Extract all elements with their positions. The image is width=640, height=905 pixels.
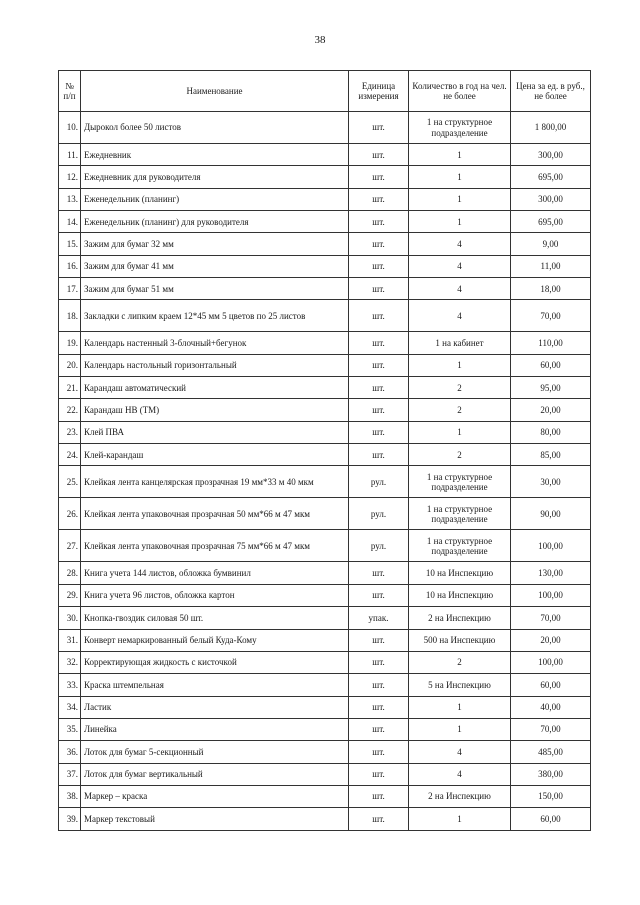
- cell-unit: шт.: [349, 166, 409, 188]
- cell-num: 12.: [59, 166, 81, 188]
- table-row: [59, 377, 591, 399]
- table-row: [59, 808, 591, 830]
- cell-price: 100,00: [511, 530, 591, 562]
- cell-name: Календарь настольный горизонтальный: [81, 354, 349, 376]
- cell-unit: шт.: [349, 808, 409, 830]
- table-row: [59, 166, 591, 188]
- cell-num: 13.: [59, 188, 81, 210]
- cell-qty: 2: [409, 651, 511, 673]
- cell-qty: 1: [409, 808, 511, 830]
- cell-num: 28.: [59, 562, 81, 584]
- cell-name: Клей-карандаш: [81, 444, 349, 466]
- cell-unit: шт.: [349, 763, 409, 785]
- cell-price: 100,00: [511, 584, 591, 606]
- cell-name: Клейкая лента упаковочная прозрачная 50 мм*66 м 47 мкм: [81, 498, 349, 530]
- cell-num: 26.: [59, 498, 81, 530]
- cell-num: 15.: [59, 233, 81, 255]
- cell-num: 17.: [59, 278, 81, 300]
- table-row: [59, 763, 591, 785]
- table-row: [59, 466, 591, 498]
- cell-num: 36.: [59, 741, 81, 763]
- cell-qty: 1: [409, 144, 511, 166]
- cell-num: 11.: [59, 144, 81, 166]
- cell-num: 23.: [59, 421, 81, 443]
- table-row: [59, 562, 591, 584]
- cell-num: 20.: [59, 354, 81, 376]
- cell-num: 33.: [59, 674, 81, 696]
- table-row: [59, 651, 591, 673]
- supplies-table: [58, 70, 591, 831]
- cell-qty: 1 на структурное подразделение: [409, 530, 511, 562]
- cell-name: Карандаш НВ (ТМ): [81, 399, 349, 421]
- cell-unit: шт.: [349, 188, 409, 210]
- cell-qty: 1: [409, 211, 511, 233]
- cell-name: Дырокол более 50 листов: [81, 112, 349, 144]
- cell-num: 21.: [59, 377, 81, 399]
- table-row: [59, 144, 591, 166]
- header-qty: Количество в год на чел. не более: [409, 71, 511, 112]
- cell-qty: 1: [409, 421, 511, 443]
- cell-num: 35.: [59, 718, 81, 740]
- table-row: [59, 421, 591, 443]
- cell-price: 11,00: [511, 255, 591, 277]
- cell-num: 14.: [59, 211, 81, 233]
- cell-price: 695,00: [511, 166, 591, 188]
- cell-price: 20,00: [511, 399, 591, 421]
- cell-qty: 1: [409, 354, 511, 376]
- cell-qty: 4: [409, 255, 511, 277]
- header-price: Цена за ед. в руб., не более: [511, 71, 591, 112]
- cell-qty: 4: [409, 741, 511, 763]
- cell-qty: 10 на Инспекцию: [409, 562, 511, 584]
- table-row: [59, 584, 591, 606]
- table-row: [59, 278, 591, 300]
- header-unit: Единица измерения: [349, 71, 409, 112]
- cell-num: 37.: [59, 763, 81, 785]
- cell-qty: 5 на Инспекцию: [409, 674, 511, 696]
- cell-unit: шт.: [349, 651, 409, 673]
- cell-name: Зажим для бумаг 51 мм: [81, 278, 349, 300]
- cell-qty: 1: [409, 188, 511, 210]
- table-row: [59, 444, 591, 466]
- page-number: 38: [314, 34, 326, 46]
- cell-qty: 1: [409, 696, 511, 718]
- cell-num: 34.: [59, 696, 81, 718]
- cell-qty: 1: [409, 166, 511, 188]
- table-row: [59, 332, 591, 354]
- table-row: [59, 112, 591, 144]
- header-name: Наименование: [81, 71, 349, 112]
- cell-unit: шт.: [349, 332, 409, 354]
- cell-price: 40,00: [511, 696, 591, 718]
- cell-name: Карандаш автоматический: [81, 377, 349, 399]
- table-row: [59, 399, 591, 421]
- cell-unit: шт.: [349, 444, 409, 466]
- cell-unit: шт.: [349, 584, 409, 606]
- table-row: [59, 498, 591, 530]
- cell-unit: шт.: [349, 233, 409, 255]
- cell-name: Еженедельник (планинг) для руководителя: [81, 211, 349, 233]
- cell-unit: шт.: [349, 718, 409, 740]
- cell-name: Закладки с липким краем 12*45 мм 5 цветов по 25 листов: [81, 300, 349, 332]
- cell-price: 485,00: [511, 741, 591, 763]
- cell-name: Ежедневник для руководителя: [81, 166, 349, 188]
- cell-price: 20,00: [511, 629, 591, 651]
- cell-unit: шт.: [349, 377, 409, 399]
- table-row: [59, 696, 591, 718]
- table-row: [59, 211, 591, 233]
- cell-qty: 4: [409, 300, 511, 332]
- cell-name: Книга учета 144 листов, обложка бумвинил: [81, 562, 349, 584]
- cell-price: 110,00: [511, 332, 591, 354]
- cell-name: Клей ПВА: [81, 421, 349, 443]
- cell-name: Клейкая лента упаковочная прозрачная 75 мм*66 м 47 мкм: [81, 530, 349, 562]
- cell-name: Лоток для бумаг вертикальный: [81, 763, 349, 785]
- cell-name: Ластик: [81, 696, 349, 718]
- cell-num: 16.: [59, 255, 81, 277]
- cell-price: 85,00: [511, 444, 591, 466]
- cell-qty: 2 на Инспекцию: [409, 785, 511, 807]
- cell-num: 22.: [59, 399, 81, 421]
- cell-unit: шт.: [349, 211, 409, 233]
- table-row: [59, 629, 591, 651]
- cell-price: 100,00: [511, 651, 591, 673]
- header-num: № п/п: [59, 71, 81, 112]
- cell-price: 90,00: [511, 498, 591, 530]
- table-row: [59, 354, 591, 376]
- cell-num: 19.: [59, 332, 81, 354]
- cell-unit: шт.: [349, 421, 409, 443]
- table-row: [59, 300, 591, 332]
- cell-num: 39.: [59, 808, 81, 830]
- cell-price: 95,00: [511, 377, 591, 399]
- cell-qty: 4: [409, 763, 511, 785]
- table-header-row: [59, 71, 591, 112]
- cell-unit: шт.: [349, 629, 409, 651]
- table-row: [59, 785, 591, 807]
- cell-unit: шт.: [349, 144, 409, 166]
- cell-price: 70,00: [511, 718, 591, 740]
- cell-name: Маркер – краска: [81, 785, 349, 807]
- cell-num: 31.: [59, 629, 81, 651]
- cell-name: Календарь настенный 3-блочный+бегунок: [81, 332, 349, 354]
- cell-price: 9,00: [511, 233, 591, 255]
- cell-price: 60,00: [511, 354, 591, 376]
- table-row: [59, 530, 591, 562]
- cell-name: Корректирующая жидкость с кисточкой: [81, 651, 349, 673]
- cell-price: 300,00: [511, 144, 591, 166]
- cell-num: 24.: [59, 444, 81, 466]
- cell-unit: шт.: [349, 300, 409, 332]
- cell-qty: 500 на Инспекцию: [409, 629, 511, 651]
- cell-qty: 1 на структурное подразделение: [409, 112, 511, 144]
- cell-price: 695,00: [511, 211, 591, 233]
- cell-qty: 4: [409, 233, 511, 255]
- cell-price: 60,00: [511, 674, 591, 696]
- cell-num: 30.: [59, 607, 81, 629]
- cell-qty: 2: [409, 444, 511, 466]
- table-row: [59, 718, 591, 740]
- cell-unit: рул.: [349, 498, 409, 530]
- cell-qty: 1: [409, 718, 511, 740]
- cell-unit: рул.: [349, 530, 409, 562]
- cell-name: Конверт немаркированный белый Куда-Кому: [81, 629, 349, 651]
- cell-unit: упак.: [349, 607, 409, 629]
- cell-price: 70,00: [511, 300, 591, 332]
- cell-name: Кнопка-гвоздик силовая 50 шт.: [81, 607, 349, 629]
- cell-num: 29.: [59, 584, 81, 606]
- cell-name: Маркер текстовый: [81, 808, 349, 830]
- cell-unit: шт.: [349, 354, 409, 376]
- table-row: [59, 741, 591, 763]
- cell-name: Зажим для бумаг 32 мм: [81, 233, 349, 255]
- cell-qty: 2: [409, 377, 511, 399]
- cell-price: 1 800,00: [511, 112, 591, 144]
- cell-price: 80,00: [511, 421, 591, 443]
- table-row: [59, 255, 591, 277]
- cell-name: Лоток для бумаг 5-секционный: [81, 741, 349, 763]
- cell-unit: шт.: [349, 785, 409, 807]
- cell-num: 38.: [59, 785, 81, 807]
- cell-name: Зажим для бумаг 41 мм: [81, 255, 349, 277]
- cell-num: 25.: [59, 466, 81, 498]
- cell-unit: шт.: [349, 399, 409, 421]
- table-row: [59, 233, 591, 255]
- cell-price: 70,00: [511, 607, 591, 629]
- cell-qty: 2: [409, 399, 511, 421]
- cell-qty: 1 на кабинет: [409, 332, 511, 354]
- cell-price: 150,00: [511, 785, 591, 807]
- cell-qty: 1 на структурное подразделение: [409, 498, 511, 530]
- cell-unit: шт.: [349, 562, 409, 584]
- cell-unit: шт.: [349, 112, 409, 144]
- table-row: [59, 607, 591, 629]
- cell-qty: 4: [409, 278, 511, 300]
- cell-name: Еженедельник (планинг): [81, 188, 349, 210]
- cell-price: 18,00: [511, 278, 591, 300]
- cell-name: Краска штемпельная: [81, 674, 349, 696]
- cell-price: 60,00: [511, 808, 591, 830]
- cell-price: 300,00: [511, 188, 591, 210]
- table-row: [59, 188, 591, 210]
- cell-price: 30,00: [511, 466, 591, 498]
- cell-num: 27.: [59, 530, 81, 562]
- cell-qty: 1 на структурное подразделение: [409, 466, 511, 498]
- cell-unit: шт.: [349, 255, 409, 277]
- cell-price: 130,00: [511, 562, 591, 584]
- cell-num: 10.: [59, 112, 81, 144]
- cell-unit: шт.: [349, 696, 409, 718]
- cell-unit: шт.: [349, 278, 409, 300]
- cell-qty: 2 на Инспекцию: [409, 607, 511, 629]
- cell-name: Клейкая лента канцелярская прозрачная 19 мм*33 м 40 мкм: [81, 466, 349, 498]
- cell-unit: шт.: [349, 674, 409, 696]
- table-row: [59, 674, 591, 696]
- cell-name: Книга учета 96 листов, обложка картон: [81, 584, 349, 606]
- cell-name: Линейка: [81, 718, 349, 740]
- cell-name: Ежедневник: [81, 144, 349, 166]
- cell-unit: рул.: [349, 466, 409, 498]
- cell-num: 32.: [59, 651, 81, 673]
- cell-price: 380,00: [511, 763, 591, 785]
- table-body: [59, 112, 591, 831]
- cell-num: 18.: [59, 300, 81, 332]
- cell-unit: шт.: [349, 741, 409, 763]
- cell-qty: 10 на Инспекцию: [409, 584, 511, 606]
